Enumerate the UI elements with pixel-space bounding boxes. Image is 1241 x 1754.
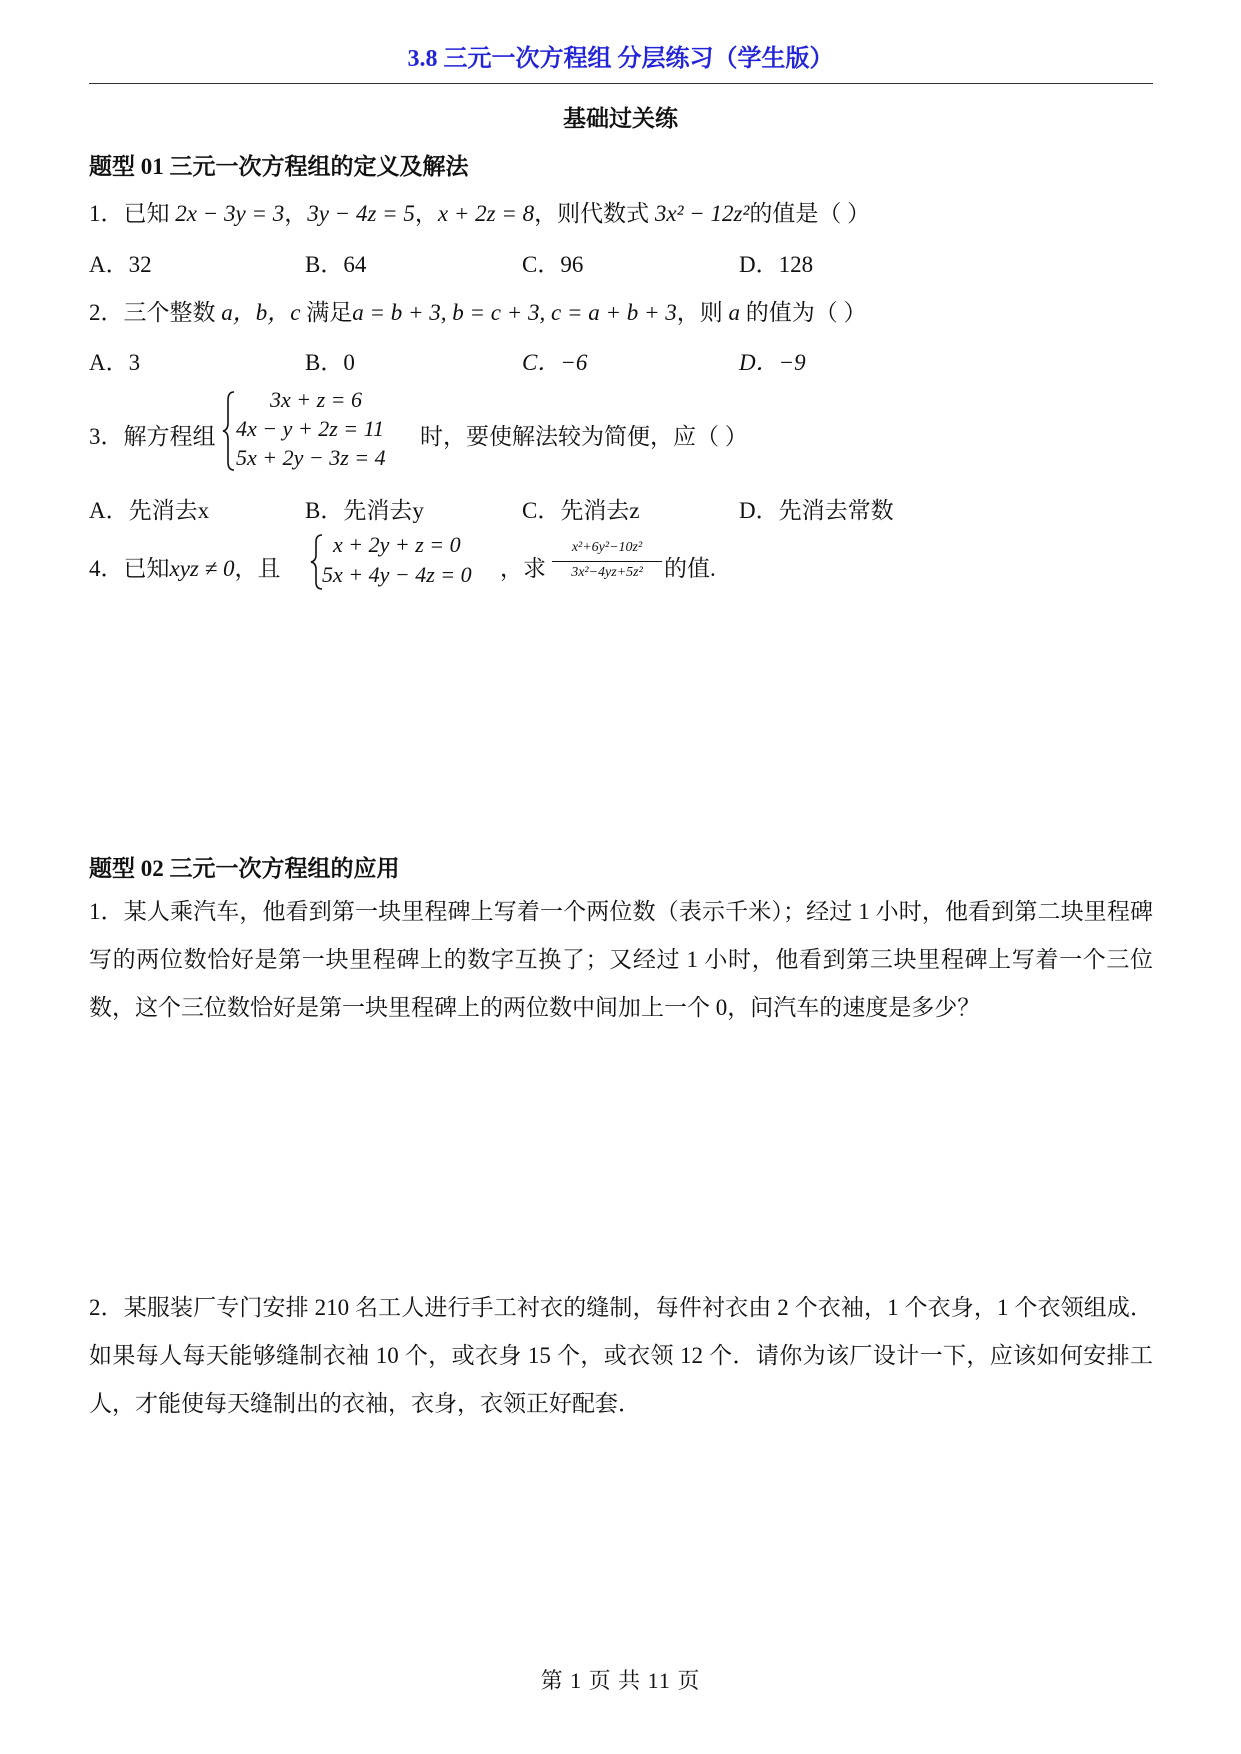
q2-option-d: D．−9 (739, 350, 806, 375)
q2-option-c: C．−6 (522, 350, 588, 375)
q1-eq1: 2x − 3y = 3 (175, 201, 285, 226)
q2-option-b: B．0 (305, 350, 355, 375)
q1-expression: 3x² − 12z² (654, 201, 750, 226)
q4-suffix: 的值. (664, 556, 716, 581)
q3-system-eq2: 4x − y + 2z = 11 (236, 416, 384, 441)
q1-option-c: C．96 (522, 252, 584, 277)
q2-prefix: 2．三个整数 (89, 300, 222, 325)
q1-option-a: A．32 (89, 252, 152, 277)
q4-fraction-bar (552, 561, 662, 562)
q1-mid: ，则代数式 (534, 201, 655, 226)
document-header-title: 3.8 三元一次方程组 分层练习（学生版） (407, 46, 834, 72)
q1-eq3: x + 2z = 8 (437, 201, 535, 226)
q4-system-eq1: x + 2y + z = 0 (333, 532, 461, 557)
q4-prefix: 4．已知 (89, 556, 170, 581)
q3-option-b: B．先消去y (305, 498, 424, 523)
q4-mid2: ，求 (500, 556, 546, 581)
q3-option-a: A．先消去x (89, 498, 210, 523)
part2-heading: 题型 02 三元一次方程组的应用 (89, 856, 400, 881)
q4-system-eq2: 5x + 4y − 4z = 0 (322, 562, 472, 587)
q3-left-brace (222, 390, 236, 472)
part2-question-1: 1．某人乘汽车，他看到第一块里程碑上写着一个两位数（表示千米）；经过 1 小时，他看到第二块里程碑写的两位数恰好是第一块里程碑上的数字互换了；又经过 1 小时，他看到第三块里程碑上写着一个三位数，这个三位数恰好是第一块里程碑上的两位数中间加上一个 0，问汽车的速度是多少？ (89, 899, 1153, 1020)
q2-condition: a = b + 3, b = c + 3, c = a + b + 3 (352, 300, 677, 325)
q3-option-d: D．先消去常数 (739, 498, 894, 523)
q3-suffix: 时，要使解法较为简便，应（ ） (420, 424, 748, 449)
q4-numerator: x²+6y²−10z² (571, 540, 643, 555)
q2-mid: 满足 (300, 300, 353, 325)
q4-mid: ，且 (234, 556, 281, 581)
q4-denominator: 3x²−4yz+5z² (571, 565, 643, 580)
q3-system-eq3: 5x + 2y − 3z = 4 (236, 445, 386, 470)
q2-mid2: ，则 (676, 300, 729, 325)
q2-option-a: A．3 (89, 350, 141, 375)
part2-question-2: 2．某服装厂专门安排 210 名工人进行手工衬衣的缝制，每件衬衣由 2 个衣袖，1 个衣身，1 个衣领组成．如果每人每天能够缝制衣袖 10 个，或衣身 15 个，或衣领 12 个．请你为该厂设计一下，应该如何安排工人，才能使每天缝制出的衣袖，衣身，衣领正好配套． (89, 1295, 1153, 1416)
q2-var-a: a (728, 300, 741, 325)
q1-suffix: 的值是（ ） (749, 201, 871, 226)
question-2 (89, 294, 867, 327)
q4-condition: xyz ≠ 0 (169, 556, 235, 581)
q3-system-eq1: 3x + z = 6 (270, 387, 363, 412)
header-rule (89, 83, 1153, 84)
q1-prefix: 1．已知 (89, 201, 176, 226)
part1-heading: 题型 01 三元一次方程组的定义及解法 (89, 154, 469, 179)
q3-prefix: 3．解方程组 (89, 424, 216, 449)
page-footer: 第 1 页 共 11 页 (540, 1668, 701, 1693)
q3-option-c: C．先消去z (522, 498, 640, 523)
q1-option-b: B．64 (305, 252, 367, 277)
question-4 (89, 550, 281, 583)
question-1 (89, 195, 870, 228)
q1-sep1: ， (284, 201, 308, 226)
q1-sep2: ， (414, 201, 438, 226)
q2-suffix: 的值为（ ） (740, 300, 867, 325)
section-title: 基础过关练 (563, 106, 678, 131)
q1-eq2: 3y − 4z = 5 (307, 201, 415, 226)
q2-variables: a，b，c (221, 300, 301, 325)
q1-option-d: D．128 (739, 252, 814, 277)
